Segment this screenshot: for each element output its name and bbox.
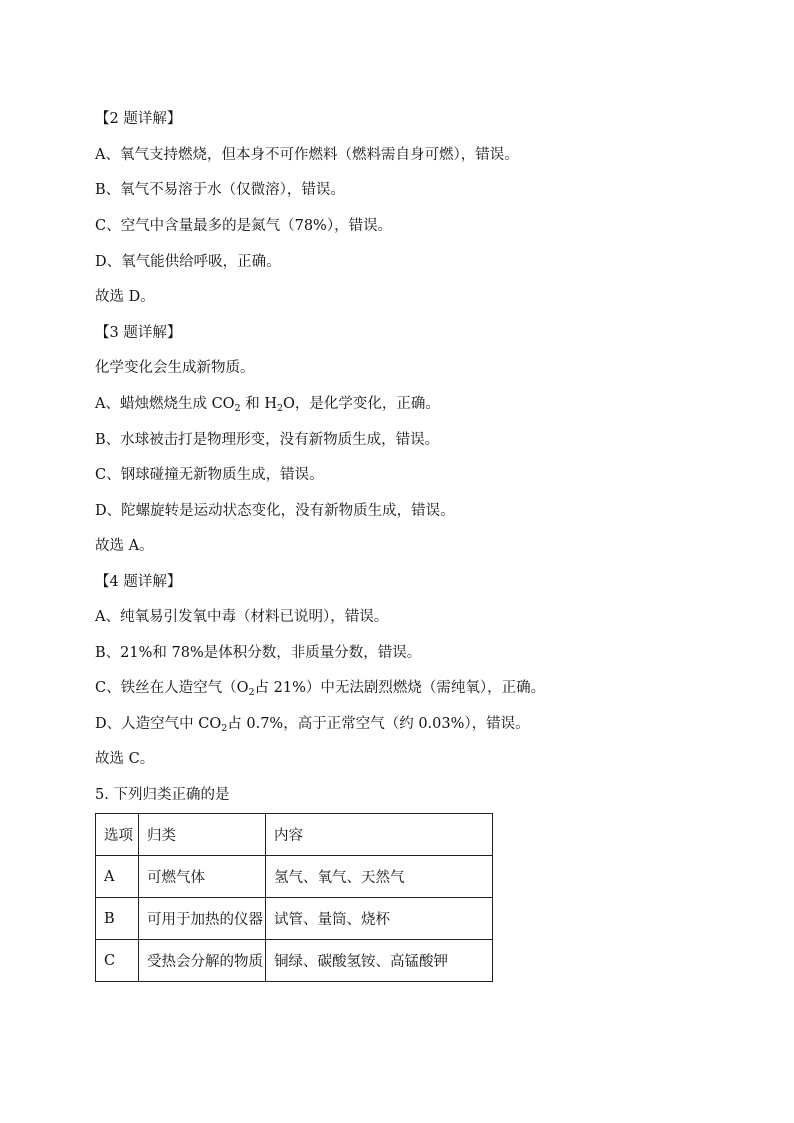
q4-d-subscript: 2: [221, 723, 228, 734]
q4-heading: 【4 题详解】: [95, 574, 182, 590]
q2-heading: 【2 题详解】: [95, 111, 182, 127]
table-cell: 氢气、氧气、天然气: [266, 856, 493, 898]
q3-a-text-1: A、蜡烛燃烧生成 CO: [95, 396, 235, 412]
q3-option-d: D、陀螺旋转是运动状态变化，没有新物质生成，错误。: [95, 503, 455, 519]
table-header-cell: 内容: [266, 814, 493, 856]
q4-d-text-1: D、人造空气中 CO: [95, 716, 222, 732]
q5-options-table: [95, 813, 493, 982]
table-header-cell: 归类: [139, 814, 266, 856]
q4-c-text-1: C、铁丝在人造空气（O: [95, 680, 249, 696]
q3-a-text-3: O，是化学变化，正确。: [283, 396, 440, 412]
table-row: [96, 856, 493, 898]
q4-c-text-2: 占 21%）中无法剧烈燃烧（需纯氧），正确。: [254, 680, 546, 696]
q2-option-d: D、氧气能供给呼吸，正确。: [95, 254, 281, 270]
q2-option-a: A、氧气支持燃烧，但本身不可作燃料（燃料需自身可燃），错误。: [95, 147, 519, 163]
table-header-cell: 选项: [96, 814, 139, 856]
q2-option-c: C、空气中含量最多的是氮气（78%），错误。: [95, 218, 393, 234]
q4-c-subscript: 2: [248, 687, 255, 698]
table-cell: 可用于加热的仪器: [139, 898, 266, 940]
table-cell: 试管、量筒、烧杯: [266, 898, 493, 940]
table-cell: 受热会分解的物质: [139, 940, 266, 982]
table-cell: B: [96, 898, 139, 940]
table-cell: A: [96, 856, 139, 898]
q3-a-subscript-2: 2: [276, 403, 284, 414]
q2-option-b: B、氧气不易溶于水（仅微溶），错误。: [95, 182, 345, 198]
q5-title: 5. 下列归类正确的是: [95, 787, 230, 803]
q3-option-c: C、钢球碰撞无新物质生成，错误。: [95, 467, 324, 483]
q4-option-a: A、纯氧易引发氧中毒（材料已说明），错误。: [95, 609, 389, 625]
table-cell: 可燃气体: [139, 856, 266, 898]
table-row: [96, 898, 493, 940]
table-cell: 铜绿、碳酸氢铵、高锰酸钾: [266, 940, 493, 982]
q3-a-subscript-1: 2: [234, 403, 241, 414]
q3-intro: 化学变化会生成新物质。: [95, 360, 255, 376]
table-row: [96, 940, 493, 982]
q4-option-d: [95, 715, 530, 733]
q2-answer: 故选 D。: [95, 289, 155, 305]
q4-option-c: [95, 679, 545, 697]
q3-option-b: B、水球被击打是物理形变，没有新物质生成，错误。: [95, 432, 440, 448]
table-cell: C: [96, 940, 139, 982]
q3-a-text-2: 和 H: [240, 396, 277, 412]
q4-answer: 故选 C。: [95, 751, 155, 767]
q3-option-a: [95, 395, 440, 413]
q3-answer: 故选 A。: [95, 538, 154, 554]
q4-option-b: B、21%和 78%是体积分数，非质量分数，错误。: [95, 645, 422, 661]
table-header-row: [96, 814, 493, 856]
q3-heading: 【3 题详解】: [95, 325, 182, 341]
q4-d-text-2: 占 0.7%，高于正常空气（约 0.03%），错误。: [227, 716, 530, 732]
